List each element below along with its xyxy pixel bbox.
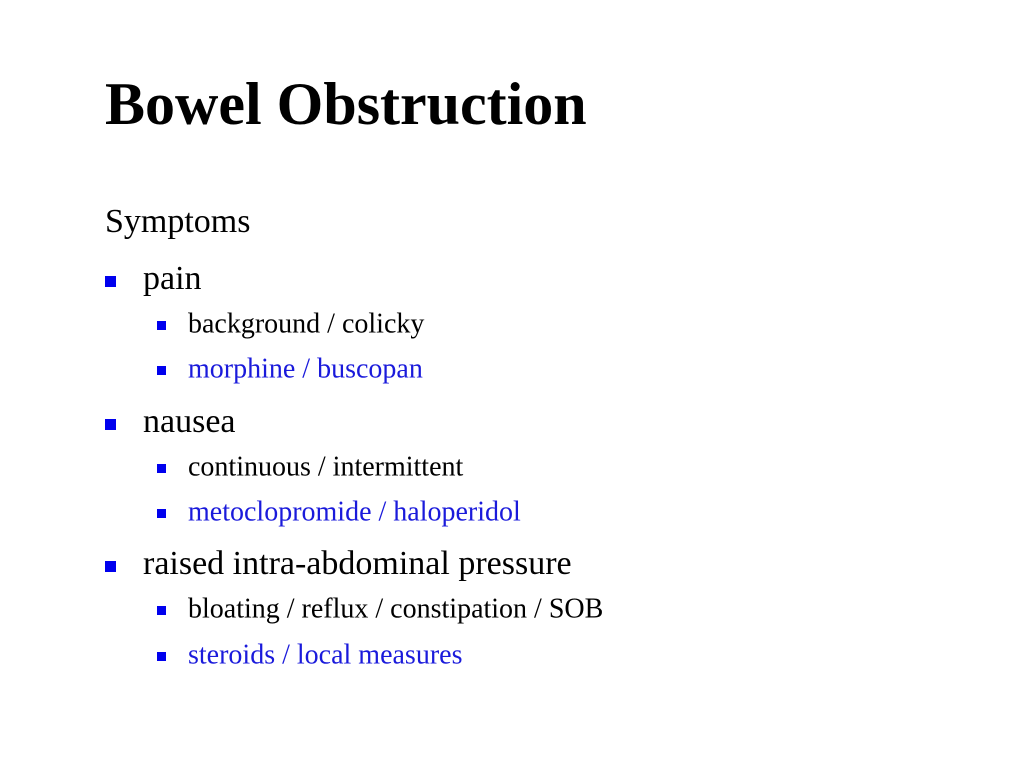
sub-bullet-label: steroids / local measures bbox=[188, 639, 463, 671]
bullet-item-label: nausea bbox=[143, 403, 236, 441]
square-bullet-icon bbox=[157, 606, 166, 615]
bullet-item-label: pain bbox=[143, 260, 202, 298]
sub-bullet-label: background / colicky bbox=[188, 308, 425, 340]
square-bullet-icon bbox=[157, 321, 166, 330]
sub-bullet-item bbox=[157, 590, 603, 628]
bullet-item-pressure bbox=[105, 540, 572, 586]
square-bullet-icon bbox=[157, 509, 166, 518]
square-bullet-icon bbox=[157, 464, 166, 473]
square-bullet-icon bbox=[157, 652, 166, 661]
sub-bullet-label: metoclopromide / haloperidol bbox=[188, 496, 521, 528]
square-bullet-icon bbox=[157, 366, 166, 375]
slide-title: Bowel Obstruction bbox=[105, 71, 587, 137]
square-bullet-icon bbox=[105, 276, 116, 287]
bullet-item-pain bbox=[105, 255, 202, 301]
square-bullet-icon bbox=[105, 419, 116, 430]
square-bullet-icon bbox=[105, 561, 116, 572]
bullet-item-nausea bbox=[105, 398, 236, 444]
sub-bullet-label: bloating / reflux / constipation / SOB bbox=[188, 593, 604, 625]
sub-bullet-label: continuous / intermittent bbox=[188, 451, 464, 483]
sub-bullet-item-treatment bbox=[157, 493, 521, 531]
sub-bullet-item bbox=[157, 305, 424, 343]
sub-bullet-label: morphine / buscopan bbox=[188, 353, 423, 385]
section-heading: Symptoms bbox=[105, 203, 251, 240]
bullet-item-label: raised intra-abdominal pressure bbox=[143, 545, 572, 583]
sub-bullet-item-treatment bbox=[157, 636, 462, 674]
sub-bullet-item-treatment bbox=[157, 350, 423, 388]
sub-bullet-item bbox=[157, 448, 463, 486]
